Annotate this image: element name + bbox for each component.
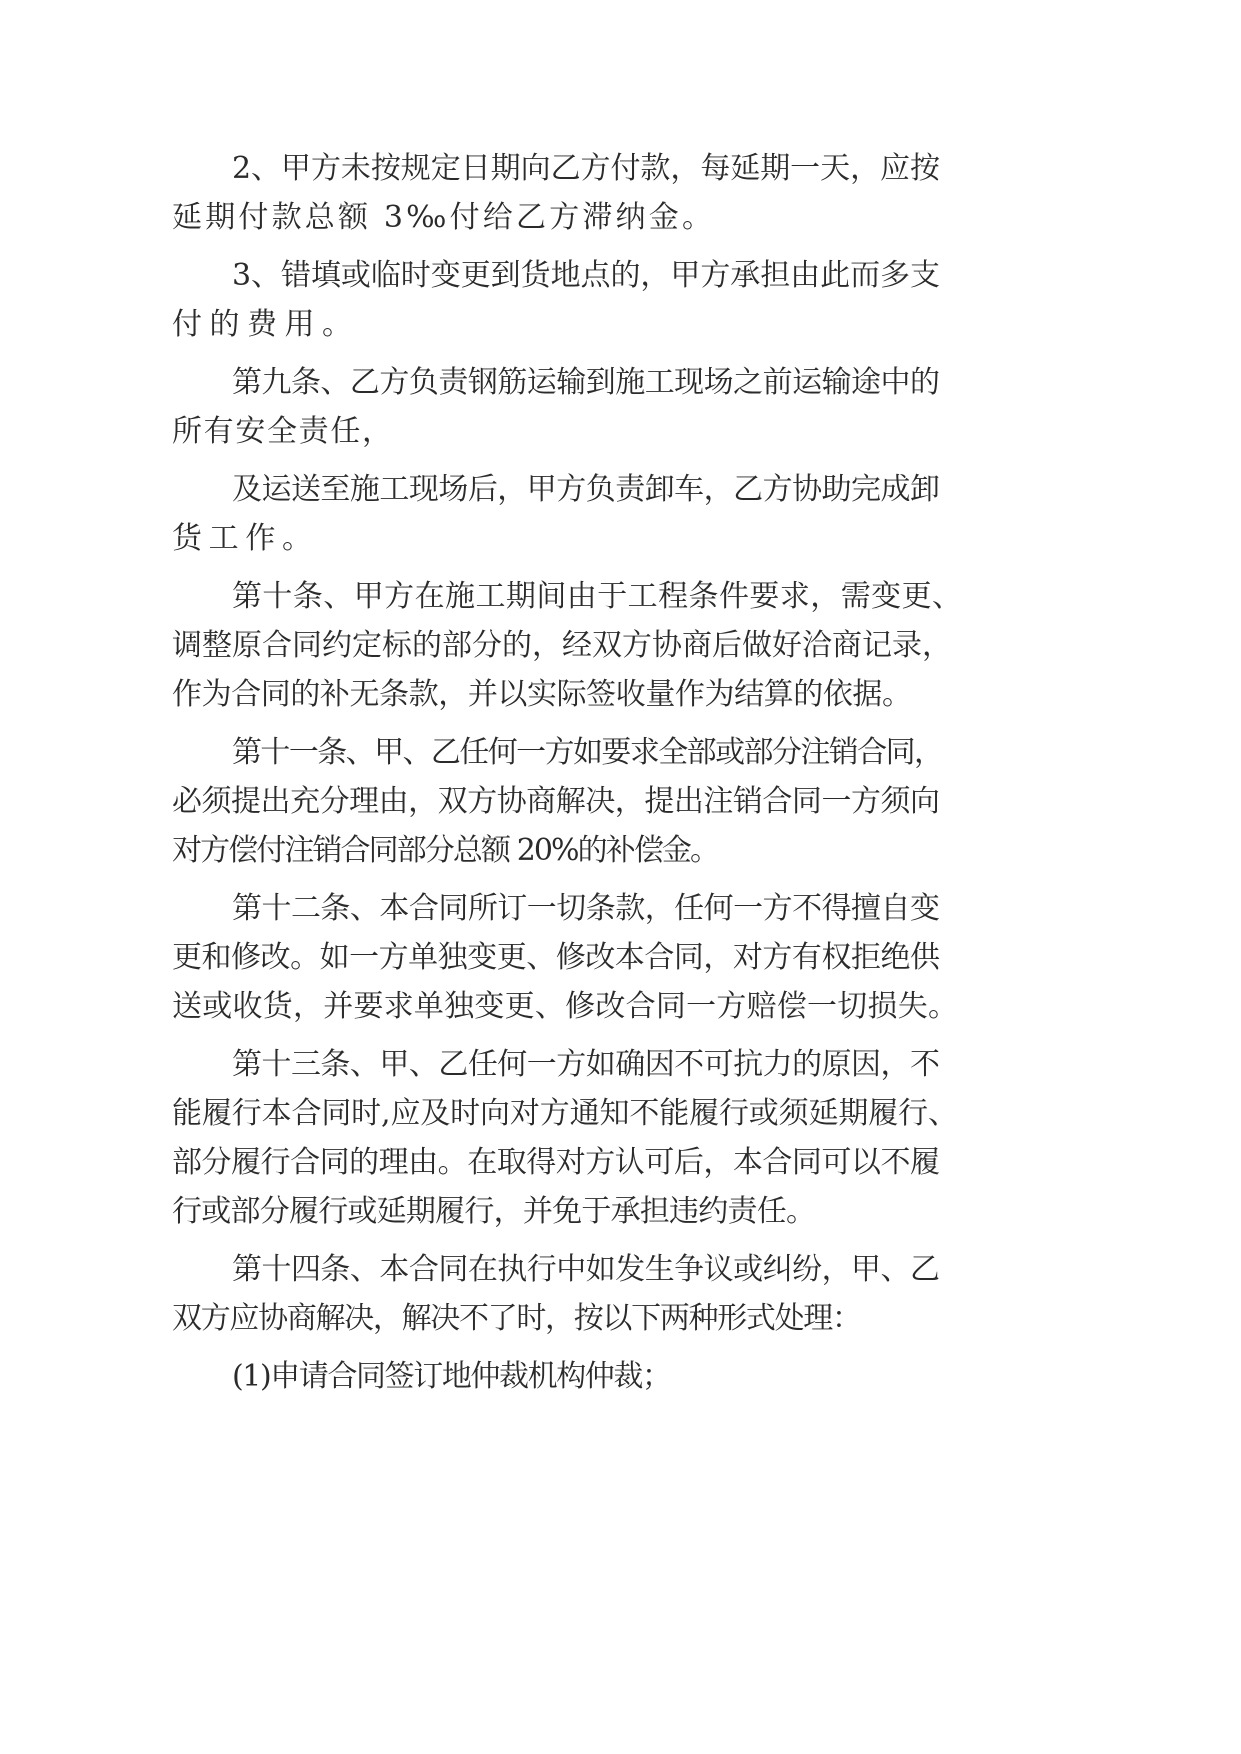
text-line: 付的费用。 xyxy=(172,307,360,342)
text-line: 第十二条、本合同所订一切条款，任何一方不得擅自变 xyxy=(232,891,940,926)
text-line: 更和修改。如一方单独变更、修改本合同，对方有权拒绝供 xyxy=(172,940,940,975)
text-line: 作为合同的补无条款，并以实际签收量作为结算的依据。 xyxy=(172,677,912,712)
text-line: 对方偿付注销合同部分总额 20%的补偿金。 xyxy=(172,833,719,868)
text-line: 2、甲方未按规定日期向乙方付款，每延期一天，应按 xyxy=(232,151,940,186)
text-line: 第十一条、甲、乙任何一方如要求全部或部分注销合同， xyxy=(232,735,943,770)
text-line: 第九条、乙方负责钢筋运输到施工现场之前运输途中的 xyxy=(232,365,940,400)
text-line: 双方应协商解决，解决不了时，按以下两种形式处理： xyxy=(172,1301,861,1336)
text-line: 第十三条、甲、乙任何一方如确因不可抗力的原因，不 xyxy=(232,1047,940,1082)
text-line: 第十四条、本合同在执行中如发生争议或纠纷，甲、乙 xyxy=(232,1252,940,1287)
text-line: 送或收货，并要求单独变更、修改合同一方赔偿一切损失。 xyxy=(172,989,959,1024)
text-line: 延期付款总额 3‰付给乙方滞纳金。 xyxy=(172,200,716,235)
text-line: 调整原合同约定标的部分的，经双方协商后做好洽商记录， xyxy=(172,628,952,663)
text-line: 3、错填或临时变更到货地点的，甲方承担由此而多支 xyxy=(232,258,940,293)
text-line: (1)申请合同签订地仲裁机构仲裁； xyxy=(232,1359,671,1394)
text-line: 所有安全责任， xyxy=(172,414,394,449)
text-line: 能履行本合同时,应及时向对方通知不能履行或须延期履行、 xyxy=(172,1096,958,1131)
text-line: 部分履行合同的理由。在取得对方认可后，本合同可以不履 xyxy=(172,1145,940,1180)
text-line: 货工作。 xyxy=(172,521,319,556)
text-line: 行或部分履行或延期履行，并免于承担违约责任。 xyxy=(172,1194,816,1229)
text-line: 及运送至施工现场后，甲方负责卸车，乙方协助完成卸 xyxy=(232,472,940,507)
text-line: 第十条、甲方在施工期间由于工程条件要求，需变更、 xyxy=(232,579,963,614)
text-line: 必须提出充分理由，双方协商解决，提出注销合同一方须向 xyxy=(172,784,940,819)
